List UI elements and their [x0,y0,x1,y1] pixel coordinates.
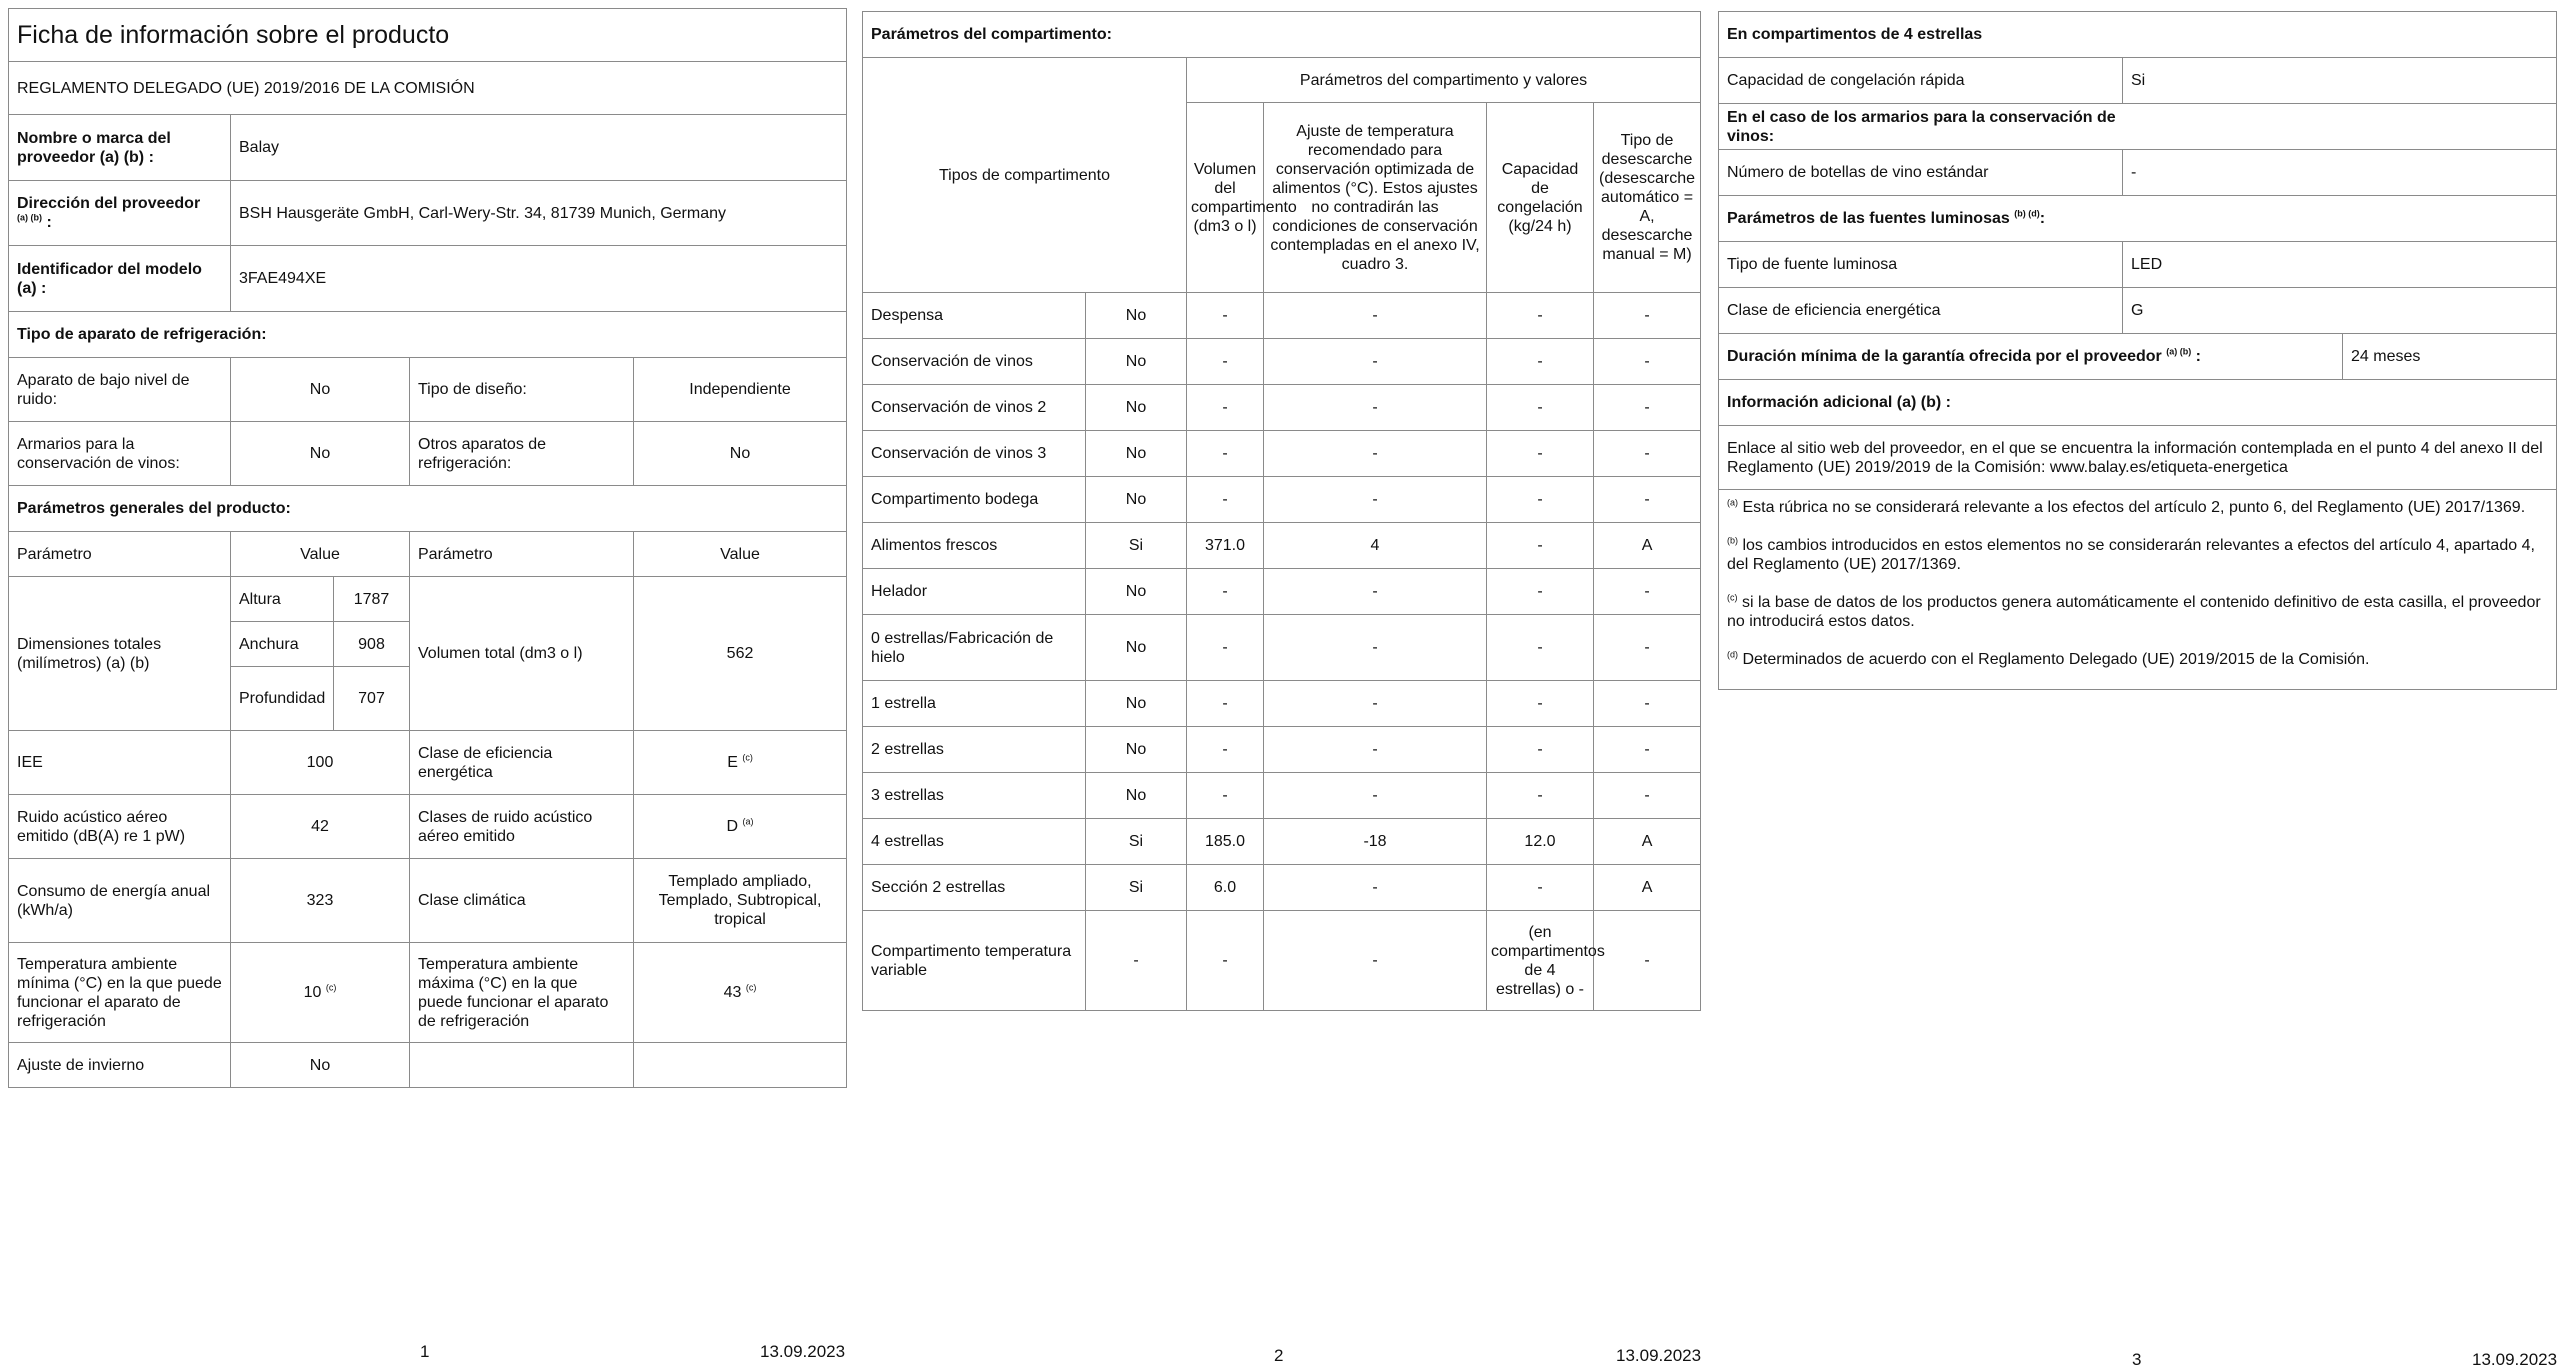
compartment-freeze: - [1487,477,1594,523]
compartment-defrost: - [1594,293,1701,339]
compartment-row [863,293,1701,339]
compartment-name: Conservación de vinos [863,339,1086,385]
compartment-freeze: - [1487,727,1594,773]
compartment-present: No [1086,293,1187,339]
footnote-c: $^{(c)}$ si la base de datos de los productos genera automáticamente el contenido definitivo de esta casilla, el proveedor no introducirá estos datos. [1727,592,2541,630]
compartment-freeze: - [1487,523,1594,569]
regulation-text: REGLAMENTO DELEGADO (UE) 2019/2016 DE LA COMISIÓN [9,62,847,115]
compartment-row [863,569,1701,615]
compartment-volume: - [1187,385,1264,431]
compartment-volume: - [1187,727,1264,773]
general-params-heading: Parámetros generales del producto: [9,486,847,532]
climate-class-value: Templado ampliado, Templado, Subtropical, tropical [634,859,847,943]
compartment-temp: - [1264,293,1487,339]
compartment-volume: - [1187,477,1264,523]
compartment-row [863,523,1701,569]
compartment-name: Alimentos frescos [863,523,1086,569]
compartment-temp: 4 [1264,523,1487,569]
appliance-type-heading: Tipo de aparato de refrigeración: [9,312,847,358]
compartment-volume: - [1187,773,1264,819]
compartment-row [863,773,1701,819]
compartment-temp: - [1264,727,1487,773]
supplier-name-label: Nombre o marca del proveedor (a) (b) : [9,115,231,181]
noise-label: Ruido acústico aéreo emitido (dB(A) re 1 pW) [9,795,231,859]
light-type-value: LED [2123,242,2557,288]
col-defrost: Tipo de desescarche (desescarche automático = A, desescarche manual = M) [1594,103,1701,293]
compartment-present: No [1086,385,1187,431]
compartment-present: - [1086,911,1187,1011]
footnote-b: $^{(b)}$ los cambios introducidos en estos elementos no se considerarán relevantes a efectos del artículo 4, apartado 4, del Reglamento (UE) 2017/1369. [1727,535,2535,573]
height-label: Altura [231,577,334,622]
page-date: 13.09.2023 [760,1342,846,1361]
col-volume: Volumen del compartimento (dm3 o l) [1187,103,1264,293]
additional-info-heading: Información adicional (a) (b) : [1719,380,2557,426]
compartment-temp: - [1264,615,1487,681]
compartment-defrost: - [1594,477,1701,523]
compartment-freeze: - [1487,339,1594,385]
design-type-label: Tipo de diseño: [410,358,634,422]
col-temperature: Ajuste de temperatura recomendado para conservación optimizada de alimentos (°C). Estos ajustes no contradirán las condiciones de conservación contempladas en el anexo IV, cuadro 3. [1264,103,1487,293]
light-source-heading: Parámetros de las fuentes luminosas $^{(b) (d)}$: [1719,196,2557,242]
compartment-temp: - [1264,431,1487,477]
compartment-freeze: - [1487,615,1594,681]
compartment-volume: - [1187,615,1264,681]
compartment-freeze: 12.0 [1487,819,1594,865]
wine-bottles-label: Número de botellas de vino estándar [1719,150,2123,196]
max-temp-label: Temperatura ambiente máxima (°C) en la que puede funcionar el aparato de refrigeración [410,943,634,1043]
product-info-table [8,8,847,1088]
compartment-present: No [1086,681,1187,727]
compartment-freeze: - [1487,431,1594,477]
compartment-name: 2 estrellas [863,727,1086,773]
compartment-name: Despensa [863,293,1086,339]
low-noise-value: No [231,358,410,422]
col-freezing: Capacidad de congelación (kg/24 h) [1487,103,1594,293]
compartment-volume: 371.0 [1187,523,1264,569]
col-header-value: Value [231,532,410,577]
compartment-heading: Parámetros del compartimento: [863,12,1701,58]
energy-consumption-value: 323 [231,859,410,943]
compartment-freeze: - [1487,293,1594,339]
compartment-freeze: - [1487,681,1594,727]
page-number: 1 [420,1342,430,1361]
compartment-volume: - [1187,569,1264,615]
compartment-present: No [1086,339,1187,385]
iee-value: 100 [231,731,410,795]
compartment-freeze: - [1487,773,1594,819]
compartment-volume: - [1187,431,1264,477]
design-type-value: Independiente [634,358,847,422]
compartment-freeze: - [1487,865,1594,911]
compartment-row [863,477,1701,523]
compartment-present: Si [1086,523,1187,569]
depth-label: Profundidad [231,667,334,731]
page-number: 2 [1274,1346,1284,1365]
climate-class-label: Clase climática [410,859,634,943]
compartment-freeze: - [1487,569,1594,615]
compartment-row [863,865,1701,911]
compartment-defrost: - [1594,569,1701,615]
compartment-present: No [1086,431,1187,477]
compartment-defrost: - [1594,911,1701,1011]
light-class-label: Clase de eficiencia energética [1719,288,2123,334]
compartment-name: Helador [863,569,1086,615]
energy-class-value: E $^{(c)}$ [634,731,847,795]
max-temp-value: 43 $^{(c)}$ [634,943,847,1043]
compartment-defrost: - [1594,681,1701,727]
height-value: 1787 [334,577,410,622]
total-volume-value: 562 [634,577,847,731]
supplier-address-value: BSH Hausgeräte GmbH, Carl-Wery-Str. 34, 81739 Munich, Germany [231,181,847,246]
footnotes [1719,490,2557,690]
compartment-defrost: - [1594,727,1701,773]
dimensions-label: Dimensiones totales (milímetros) (a) (b) [9,577,231,731]
footnote-d: $^{(d)}$ Determinados de acuerdo con el Reglamento Delegado (UE) 2019/2015 de la Comisión. [1727,649,2370,668]
compartment-defrost: - [1594,385,1701,431]
min-temp-label: Temperatura ambiente mínima (°C) en la que puede funcionar el aparato de refrigeración [9,943,231,1043]
compartment-row [863,615,1701,681]
compartment-volume: - [1187,293,1264,339]
fast-freeze-label: Capacidad de congelación rápida [1719,58,2123,104]
compartment-present: No [1086,615,1187,681]
compartment-defrost: - [1594,773,1701,819]
additional-info-text: Enlace al sitio web del proveedor, en el que se encuentra la información contemplada en el punto 4 del anexo II del Reglamento (UE) 2019/2019 de la Comisión: www.balay.es/etiqueta-energetica [1719,426,2557,490]
energy-consumption-label: Consumo de energía anual (kWh/a) [9,859,231,943]
compartment-volume: - [1187,681,1264,727]
other-appliances-label: Otros aparatos de refrigeración: [410,422,634,486]
iee-label: IEE [9,731,231,795]
compartment-row [863,727,1701,773]
light-class-value: G [2123,288,2557,334]
compartment-table [862,11,1701,1011]
compartment-name: 4 estrellas [863,819,1086,865]
col-header-param-2: Parámetro [410,532,634,577]
page-date: 13.09.2023 [2472,1350,2558,1369]
compartment-temp: -18 [1264,819,1487,865]
wine-cabinet-label: Armarios para la conservación de vinos: [9,422,231,486]
wine-bottles-value: - [2123,150,2557,196]
compartment-name: Compartimento bodega [863,477,1086,523]
empty-cell [410,1043,634,1088]
compartment-volume: - [1187,339,1264,385]
compartment-present: No [1086,569,1187,615]
compartment-name: 1 estrella [863,681,1086,727]
compartment-defrost: - [1594,431,1701,477]
light-type-label: Tipo de fuente luminosa [1719,242,2123,288]
compartment-temp: - [1264,385,1487,431]
compartment-volume: 6.0 [1187,865,1264,911]
model-id-value: 3FAE494XE [231,246,847,312]
energy-class-label: Clase de eficiencia energética [410,731,634,795]
footnote-a: $^{(a)}$ Esta rúbrica no se considerará relevante a los efectos del artículo 2, punto 6, del Reglamento (UE) 2017/1369. [1727,497,2526,516]
other-appliances-value: No [634,422,847,486]
compartment-row [863,339,1701,385]
fast-freeze-value: Si [2123,58,2557,104]
model-id-label: Identificador del modelo (a) : [9,246,231,312]
compartment-freeze: - [1487,385,1594,431]
compartment-row [863,819,1701,865]
four-star-heading: En compartimentos de 4 estrellas [1719,12,2557,58]
compartment-temp: - [1264,911,1487,1011]
compartment-name: 0 estrellas/Fabricación de hielo [863,615,1086,681]
compartment-name: Conservación de vinos 3 [863,431,1086,477]
supplier-name-value: Balay [231,115,847,181]
compartment-present: No [1086,477,1187,523]
compartment-volume: - [1187,911,1264,1011]
warranty-label: Duración mínima de la garantía ofrecida por el proveedor $^{(a) (b)}$ : [1719,334,2343,380]
compartment-present: No [1086,727,1187,773]
compartment-temp: - [1264,773,1487,819]
compartment-name: Compartimento temperatura variable [863,911,1086,1011]
winter-label: Ajuste de invierno [9,1043,231,1088]
compartment-freeze: (en compartimentos de 4 estrellas) o - [1487,911,1594,1011]
compartment-defrost: A [1594,523,1701,569]
supplier-address-label: Dirección del proveedor $^{(a) (b)}$ : [9,181,231,246]
compartment-present: No [1086,773,1187,819]
compartment-row [863,385,1701,431]
col-header-value-2: Value [634,532,847,577]
compartment-temp: - [1264,477,1487,523]
compartment-temp: - [1264,339,1487,385]
empty-cell [634,1043,847,1088]
wine-cabinet-value: No [231,422,410,486]
wine-heading: En el caso de los armarios para la conservación de vinos: [1719,104,2557,150]
compartment-types-label: Tipos de compartimento [863,58,1187,293]
col-header-param: Parámetro [9,532,231,577]
params-values-label: Parámetros del compartimento y valores [1187,58,1701,103]
width-value: 908 [334,622,410,667]
total-volume-label: Volumen total (dm3 o l) [410,577,634,731]
winter-value: No [231,1043,410,1088]
page-date: 13.09.2023 [1616,1346,1702,1365]
width-label: Anchura [231,622,334,667]
compartment-temp: - [1264,569,1487,615]
noise-value: 42 [231,795,410,859]
warranty-value: 24 meses [2343,334,2557,380]
compartment-volume: 185.0 [1187,819,1264,865]
compartment-name: Conservación de vinos 2 [863,385,1086,431]
depth-value: 707 [334,667,410,731]
page-number: 3 [2132,1350,2142,1369]
compartment-name: 3 estrellas [863,773,1086,819]
compartment-present: Si [1086,819,1187,865]
page-title: Ficha de información sobre el producto [9,9,847,62]
compartment-defrost: A [1594,865,1701,911]
compartment-defrost: A [1594,819,1701,865]
min-temp-value: 10 $^{(c)}$ [231,943,410,1043]
compartment-row [863,431,1701,477]
low-noise-label: Aparato de bajo nivel de ruido: [9,358,231,422]
compartment-row [863,681,1701,727]
compartment-temp: - [1264,865,1487,911]
compartment-name: Sección 2 estrellas [863,865,1086,911]
noise-class-value: D $^{(a)}$ [634,795,847,859]
compartment-row [863,911,1701,1011]
compartment-temp: - [1264,681,1487,727]
compartment-present: Si [1086,865,1187,911]
compartment-defrost: - [1594,339,1701,385]
noise-class-label: Clases de ruido acústico aéreo emitido [410,795,634,859]
compartment-defrost: - [1594,615,1701,681]
additional-info-table [1718,11,2557,690]
